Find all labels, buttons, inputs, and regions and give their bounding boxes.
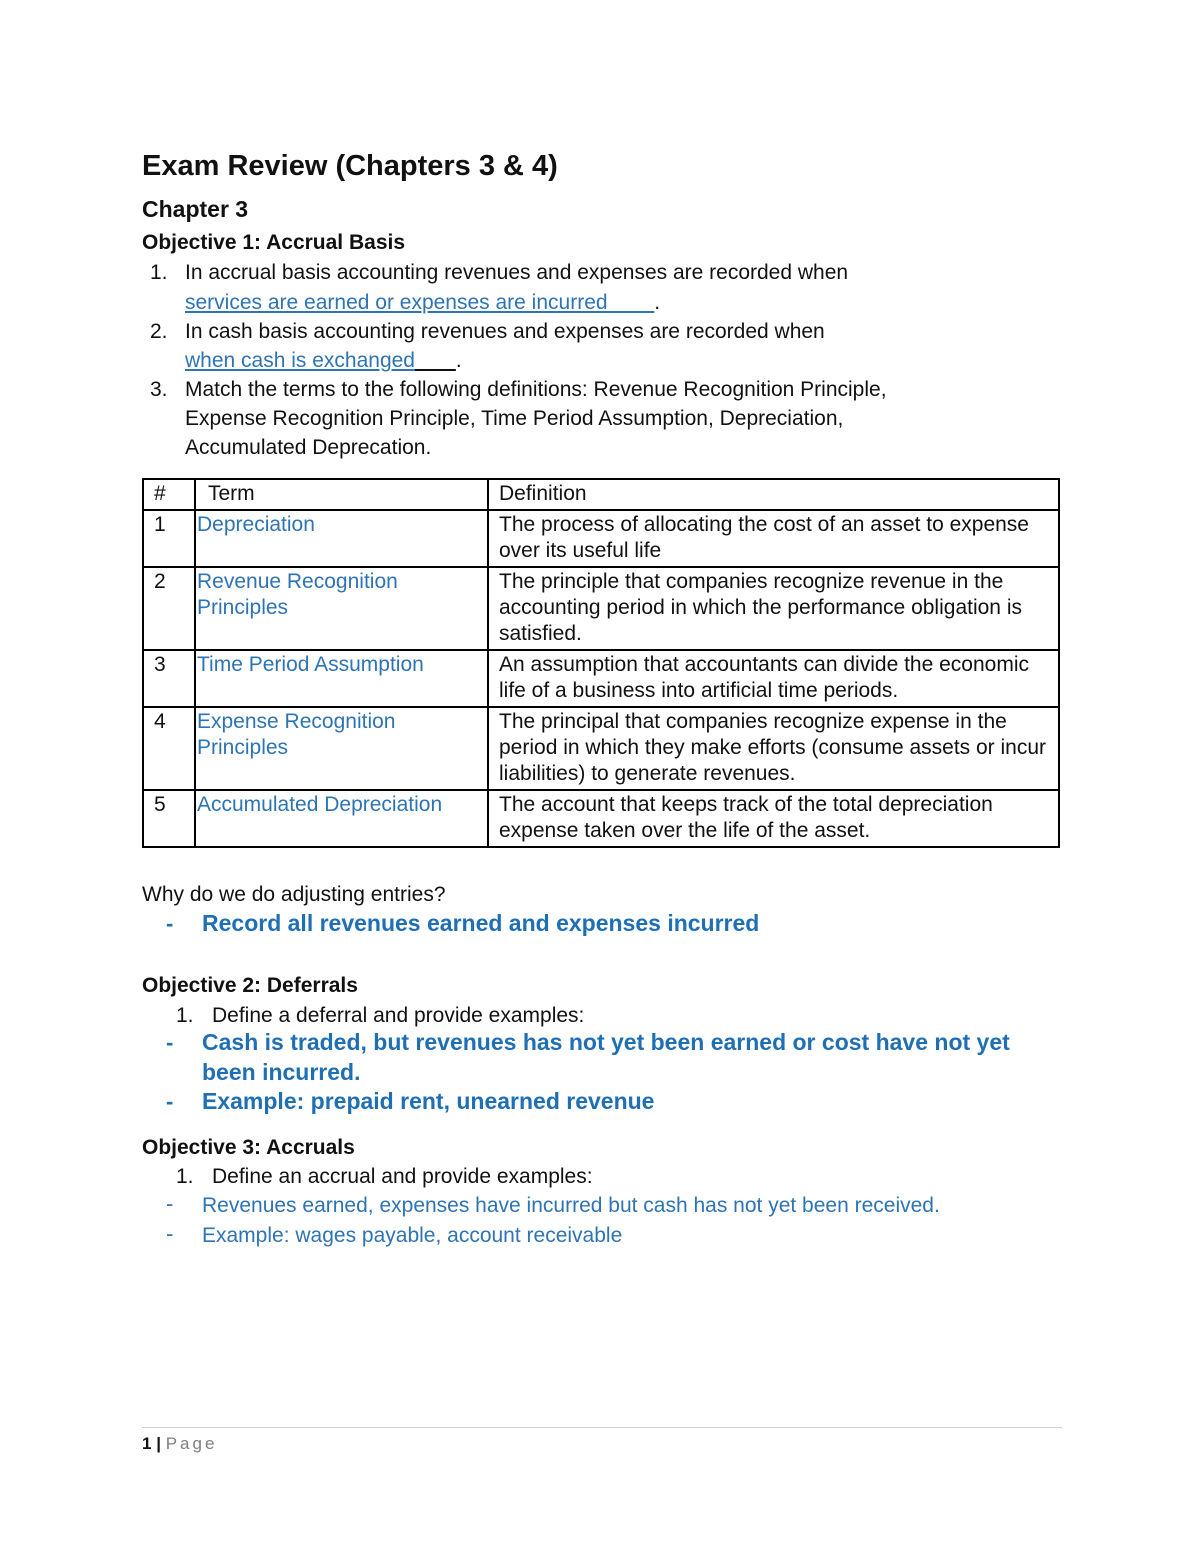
item3-text-line2: Expense Recognition Principle, Time Period Assumption, Depreciation,	[185, 407, 844, 430]
item1-question: In accrual basis accounting revenues and expenses are recorded when	[185, 261, 849, 284]
adjusting-answer: Record all revenues earned and expenses incurred	[202, 910, 760, 936]
item1-tail: .	[654, 291, 661, 314]
obj2-answer-line2: been incurred.	[202, 1059, 361, 1085]
terms-table	[142, 478, 1060, 848]
header-definition: Definition	[488, 479, 1059, 510]
row-number: 4	[143, 707, 195, 790]
row-term: Depreciation	[195, 510, 488, 567]
table-row	[143, 790, 1059, 847]
row-definition: An assumption that accountants can divide the economic life of a business into artificial time periods.	[488, 650, 1059, 707]
footer-separator: |	[156, 1434, 161, 1453]
item1-answer: services are earned or expenses are incurred	[185, 291, 608, 314]
item2-answer: when cash is exchanged	[185, 349, 415, 372]
header-term: Term	[195, 479, 488, 510]
row-number: 2	[143, 567, 195, 650]
page-footer	[142, 1434, 217, 1454]
table-header-row	[143, 479, 1059, 510]
item2-tail: .	[455, 349, 462, 372]
item2-answer-line	[185, 346, 462, 375]
row-number: 5	[143, 790, 195, 847]
objective2-heading: Objective 2: Deferrals	[142, 974, 358, 997]
page-number: 1	[142, 1434, 152, 1453]
item2-question: In cash basis accounting revenues and expenses are recorded when	[185, 320, 825, 343]
row-definition: The account that keeps track of the total depreciation expense taken over the life of the asset.	[488, 790, 1059, 847]
table-row	[143, 650, 1059, 707]
row-number: 3	[143, 650, 195, 707]
row-term: Revenue Recognition Principles	[195, 567, 488, 650]
row-term: Accumulated Depreciation	[195, 790, 488, 847]
item3-number: 3.	[150, 378, 168, 401]
row-definition: The process of allocating the cost of an asset to expense over its useful life	[488, 510, 1059, 567]
row-term: Time Period Assumption	[195, 650, 488, 707]
page-label: Page	[165, 1434, 218, 1453]
row-definition: The principal that companies recognize expense in the period in which they make efforts (consume assets or incur liabilities) to generate revenues.	[488, 707, 1059, 790]
row-number: 1	[143, 510, 195, 567]
bullet-dash: -	[166, 1191, 174, 1216]
obj2-example: Example: prepaid rent, unearned revenue	[202, 1088, 655, 1114]
obj3-answer: Revenues earned, expenses have incurred but cash has not yet been received.	[202, 1194, 940, 1217]
table-row	[143, 510, 1059, 567]
item3-text-line1: Match the terms to the following definitions: Revenue Recognition Principle,	[185, 378, 887, 401]
item1-number: 1.	[150, 261, 168, 284]
obj3-item-text: Define an accrual and provide examples:	[212, 1165, 593, 1188]
item2-number: 2.	[150, 320, 168, 343]
bullet-dash: -	[166, 911, 174, 936]
row-definition: The principle that companies recognize revenue in the accounting period in which the performance obligation is satisfied.	[488, 567, 1059, 650]
bullet-dash: -	[166, 1089, 174, 1114]
obj3-example: Example: wages payable, account receivable	[202, 1224, 623, 1247]
row-term: Expense Recognition Principles	[195, 707, 488, 790]
chapter-heading: Chapter 3	[142, 196, 249, 222]
page-title: Exam Review (Chapters 3 & 4)	[142, 150, 558, 182]
obj2-item-text: Define a deferral and provide examples:	[212, 1004, 585, 1027]
table-row	[143, 707, 1059, 790]
header-number: #	[143, 479, 195, 510]
bullet-dash: -	[166, 1030, 174, 1055]
objective1-heading: Objective 1: Accrual Basis	[142, 231, 406, 254]
item3-text-line3: Accumulated Deprecation.	[185, 436, 432, 459]
obj3-item-number: 1.	[176, 1165, 194, 1188]
footer-divider	[142, 1427, 1062, 1428]
item1-answer-line	[185, 288, 660, 317]
adjusting-question: Why do we do adjusting entries?	[142, 883, 446, 906]
obj2-answer-line1: Cash is traded, but revenues has not yet been earned or cost have not yet	[202, 1029, 1010, 1055]
objective3-heading: Objective 3: Accruals	[142, 1136, 355, 1159]
bullet-dash: -	[166, 1221, 174, 1246]
obj2-item-number: 1.	[176, 1004, 194, 1027]
table-row	[143, 567, 1059, 650]
